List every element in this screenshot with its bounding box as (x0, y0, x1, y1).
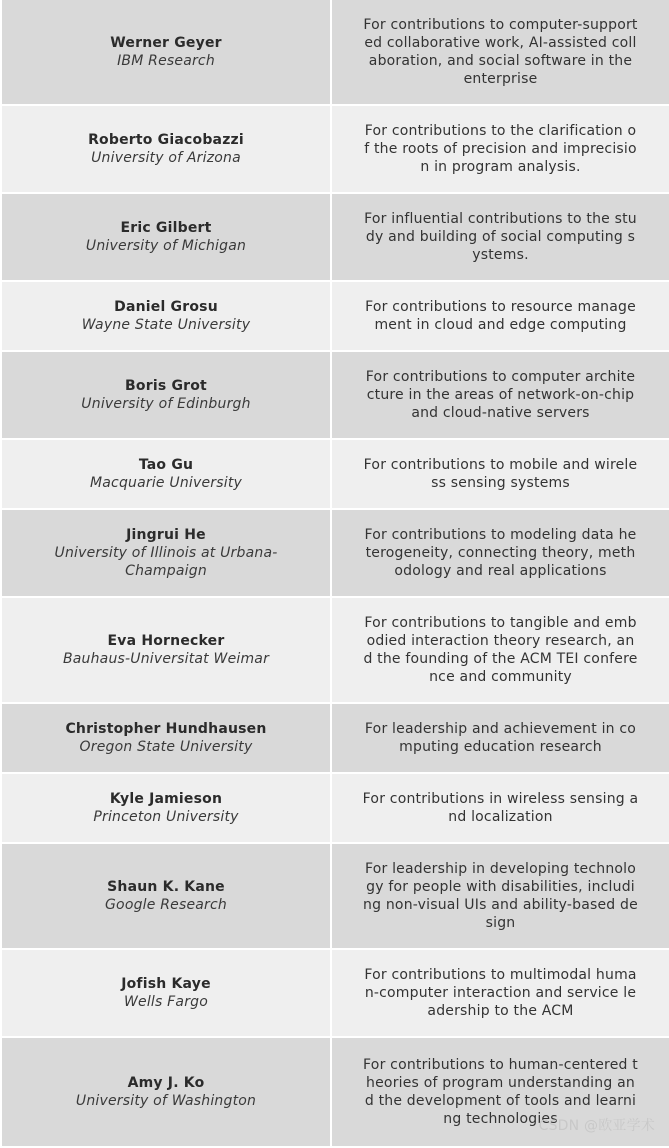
fellow-name-cell (1, 703, 331, 773)
fellow-affiliation: Wayne State University (81, 317, 251, 333)
table-row (1, 703, 669, 773)
fellow-name: Kyle Jamieson (109, 791, 223, 807)
fellow-name: Eric Gilbert (120, 220, 212, 236)
fellow-name-cell (1, 193, 331, 281)
table-row (1, 949, 669, 1037)
fellow-name-cell (1, 351, 331, 439)
fellow-affiliation: Wells Fargo (123, 994, 209, 1010)
fellow-citation-cell (331, 843, 669, 949)
fellow-citation: For influential contributions to the study and building of social computing systems. (364, 211, 637, 263)
table-row (1, 509, 669, 597)
fellow-affiliation: University of Edinburgh (81, 396, 251, 412)
fellow-citation-cell (331, 351, 669, 439)
fellow-name: Boris Grot (125, 378, 207, 394)
fellow-citation: For contributions to computer-supported collaborative work, AI-assisted collaboration, and social software in the enterprise (363, 17, 638, 87)
fellow-citation-cell (331, 509, 669, 597)
fellow-name: Christopher Hundhausen (65, 721, 267, 737)
table-row (1, 773, 669, 843)
fellow-citation-cell (331, 193, 669, 281)
table-row (1, 597, 669, 703)
table-row (1, 439, 669, 509)
table-row (1, 0, 669, 105)
table-row (1, 193, 669, 281)
fellow-affiliation: Oregon State University (79, 739, 253, 755)
fellow-name-cell (1, 105, 331, 193)
fellow-name-cell (1, 0, 331, 105)
fellow-name: Werner Geyer (110, 35, 222, 51)
fellow-affiliation: University of Arizona (91, 150, 241, 166)
fellow-citation: For contributions to human-centered theories of program understanding and the development of tools and learning technologies (363, 1057, 638, 1127)
fellow-name: Eva Hornecker (107, 633, 225, 649)
fellow-name-cell (1, 1037, 331, 1147)
fellow-citation: For contributions to computer architecture in the areas of network-on-chip and cloud-native servers (365, 369, 636, 421)
fellow-citation: For contributions to tangible and embodied interaction theory research, and the founding of the ACM TEI conference and community (363, 615, 638, 685)
fellow-affiliation: Princeton University (93, 809, 239, 825)
fellow-citation-cell (331, 703, 669, 773)
fellow-citation: For contributions to resource management in cloud and edge computing (365, 299, 636, 333)
fellow-citation: For leadership in developing technology for people with disabilities, including non-visual UIs and ability-based design (363, 861, 638, 931)
fellow-affiliation: Macquarie University (89, 475, 243, 491)
fellow-affiliation: IBM Research (117, 53, 215, 69)
fellow-citation-cell (331, 949, 669, 1037)
fellow-citation: For leadership and achievement in computing education research (364, 721, 637, 755)
fellow-citation-cell (331, 773, 669, 843)
fellow-name-cell (1, 281, 331, 351)
fellow-affiliation: University of Washington (75, 1093, 257, 1109)
table-row (1, 843, 669, 949)
table-row (1, 281, 669, 351)
fellow-citation: For contributions to the clarification of the roots of precision and imprecision in program analysis. (364, 123, 637, 175)
table-row (1, 351, 669, 439)
fellow-name-cell (1, 509, 331, 597)
fellow-name: Roberto Giacobazzi (88, 132, 244, 148)
fellow-affiliation: Bauhaus-Universitat Weimar (62, 651, 270, 667)
fellow-citation-cell (331, 0, 669, 105)
fellow-citation-cell (331, 281, 669, 351)
fellow-name: Amy J. Ko (127, 1075, 205, 1091)
fellow-citation: For contributions to multimodal human-computer interaction and service leadership to the ACM (364, 967, 637, 1019)
fellow-citation: For contributions in wireless sensing and localization (362, 791, 639, 825)
watermark: CSDN @欧亚学术 (538, 1118, 655, 1134)
fellow-name-cell (1, 843, 331, 949)
fellow-affiliation: Google Research (105, 897, 227, 913)
fellow-name: Shaun K. Kane (107, 879, 225, 895)
fellow-citation: For contributions to mobile and wireless sensing systems (363, 457, 638, 491)
fellow-name: Jofish Kaye (121, 976, 211, 992)
fellow-citation: For contributions to modeling data heterogeneity, connecting theory, methodology and real applications (364, 527, 637, 579)
fellow-citation-cell (331, 439, 669, 509)
fellow-name-cell (1, 773, 331, 843)
fellow-citation-cell (331, 105, 669, 193)
fellow-affiliation: University of Illinois at Urbana-Champaign (54, 545, 278, 579)
fellow-name-cell (1, 439, 331, 509)
fellow-name: Jingrui He (126, 527, 206, 543)
fellow-name: Tao Gu (138, 457, 194, 473)
fellow-name-cell (1, 597, 331, 703)
fellow-citation-cell (331, 597, 669, 703)
fellow-affiliation: University of Michigan (85, 238, 247, 254)
table-row (1, 105, 669, 193)
fellow-name-cell (1, 949, 331, 1037)
fellow-name: Daniel Grosu (114, 299, 218, 315)
